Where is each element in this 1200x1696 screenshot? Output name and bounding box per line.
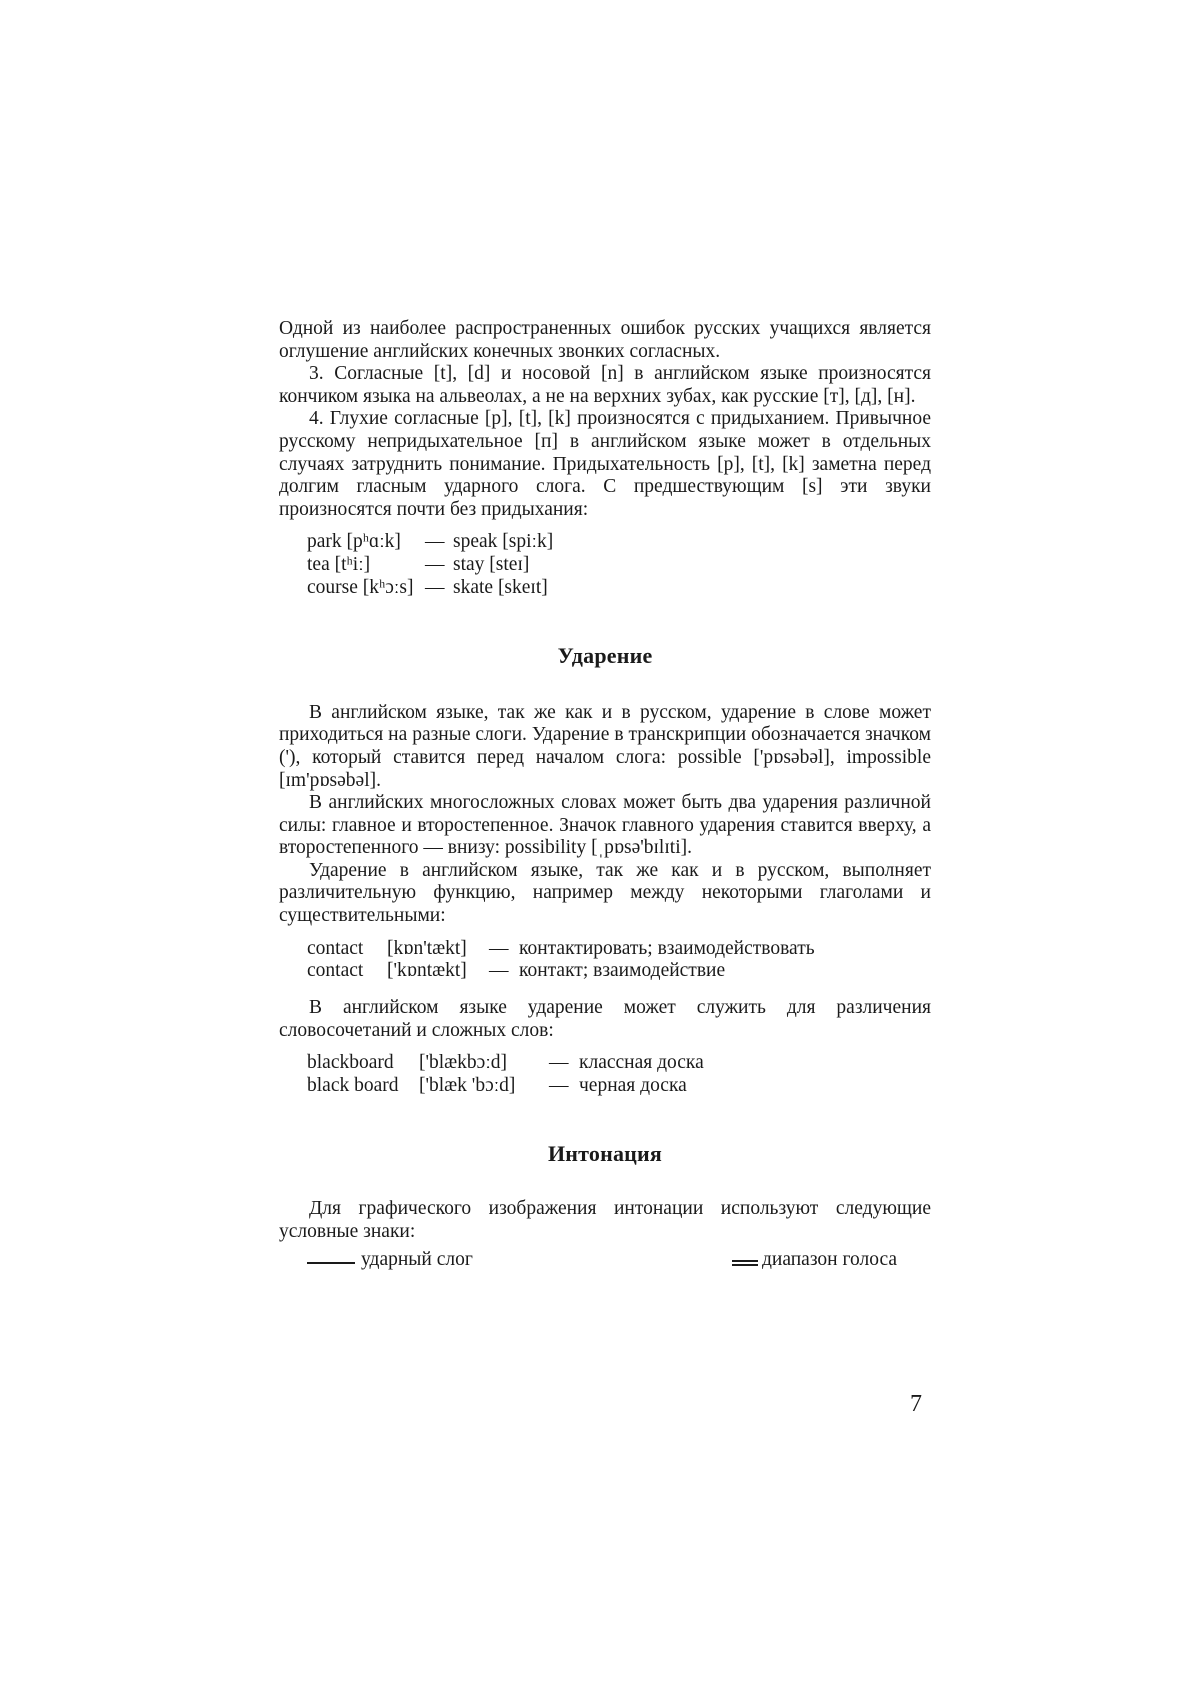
page-number: 7 [910, 1391, 922, 1417]
example-transcription: [kɒn'tækt] [387, 937, 467, 959]
example-meaning: контакт; взаимодействие [519, 960, 726, 982]
example-row [307, 938, 931, 961]
example-word: black board [307, 1075, 399, 1097]
example-meaning: контактировать; взаимодействовать [519, 937, 815, 959]
single-line-icon [307, 1262, 355, 1264]
section-heading-stress: Ударение [557, 642, 653, 668]
intonation-legend [279, 1249, 931, 1272]
stress-paragraph-4: В английском языке ударение может служить для различения словосочетаний и сложных слов: [279, 997, 931, 1041]
example-row [307, 554, 931, 577]
example-row [307, 1052, 931, 1075]
intro-paragraph-2: 3. Согласные [t], [d] и носовой [n] в английском языке произносятся кончиком языка на альвеолах, а не на верхних зубах, как русские [т], [д], [н]. [279, 363, 931, 407]
example-word: contact [307, 937, 364, 959]
example-word: contact [307, 960, 364, 982]
example-meaning: классная доска [579, 1052, 704, 1074]
example-dash: — [425, 531, 445, 553]
intonation-paragraph-1: Для графического изображения интонации используют следующие условные знаки: [279, 1198, 931, 1242]
legend-label-stressed: ударный слог [361, 1249, 473, 1271]
example-unaspirated: speak [spiːk] [453, 531, 554, 553]
stress-paragraph-3: Ударение в английском языке, так же как и в русском, выполняет различительную функцию, например между некоторыми глаголами и существительными: [279, 859, 931, 927]
aspiration-examples [279, 531, 931, 599]
stress-paragraph-1: В английском языке, так же как и в русском, ударение в слове может приходиться на разные слоги. Ударение в транскрипции обозначается значком ('), который ставится перед началом слога: possible ['pɒsəbəl], impossible [ɪm'pɒsəbəl]. [279, 701, 931, 791]
double-line-icon [732, 1260, 758, 1266]
legend-item-stressed [307, 1249, 473, 1272]
example-row [307, 577, 931, 600]
example-dash: — [489, 937, 509, 959]
intro-paragraph-3: 4. Глухие согласные [p], [t], [k] произносятся с придыханием. Привычное русскому непридыхательное [п] в английском языке может в отдельных случаях затруднить понимание. Придыхательность [p], [t], [k] заметна перед долгим гласным ударного слога. С предшествующим [s] эти звуки произносятся почти без придыхания: [279, 408, 931, 520]
example-row [307, 960, 931, 983]
example-transcription: ['blækbɔːd] [419, 1052, 507, 1074]
section-heading-intonation: Интонация [547, 1141, 663, 1167]
contact-examples [279, 938, 931, 984]
example-unaspirated: skate [skeɪt] [453, 576, 548, 598]
example-aspirated: tea [tʰiː] [307, 554, 371, 576]
example-row [307, 1075, 931, 1098]
example-dash: — [489, 960, 509, 982]
example-transcription: ['blæk 'bɔːd] [419, 1075, 516, 1097]
example-dash: — [425, 554, 445, 576]
example-dash: — [549, 1052, 569, 1074]
example-dash: — [549, 1075, 569, 1097]
legend-item-range [732, 1249, 897, 1272]
legend-label-range: диапазон голоса [761, 1249, 897, 1271]
example-aspirated: course [kʰɔːs] [307, 576, 414, 598]
example-meaning: черная доска [579, 1075, 687, 1097]
example-row [307, 531, 931, 554]
board-examples [279, 1052, 931, 1098]
stress-paragraph-2: В английских многосложных словах может быть два ударения различной силы: главное и второстепенное. Значок главного ударения ставится вверху, а второстепенного — внизу: possibility [ˌpɒsə'bɪlɪti]. [279, 792, 931, 859]
example-word: blackboard [307, 1052, 394, 1074]
example-aspirated: park [pʰɑːk] [307, 531, 401, 553]
example-transcription: ['kɒntækt] [387, 960, 467, 982]
intro-paragraph-1: Одной из наиболее распространенных ошибок русских учащихся является оглушение английских конечных звонких согласных. [279, 318, 931, 362]
example-unaspirated: stay [steɪ] [453, 554, 530, 576]
example-dash: — [425, 576, 445, 598]
page-content [279, 318, 931, 1272]
